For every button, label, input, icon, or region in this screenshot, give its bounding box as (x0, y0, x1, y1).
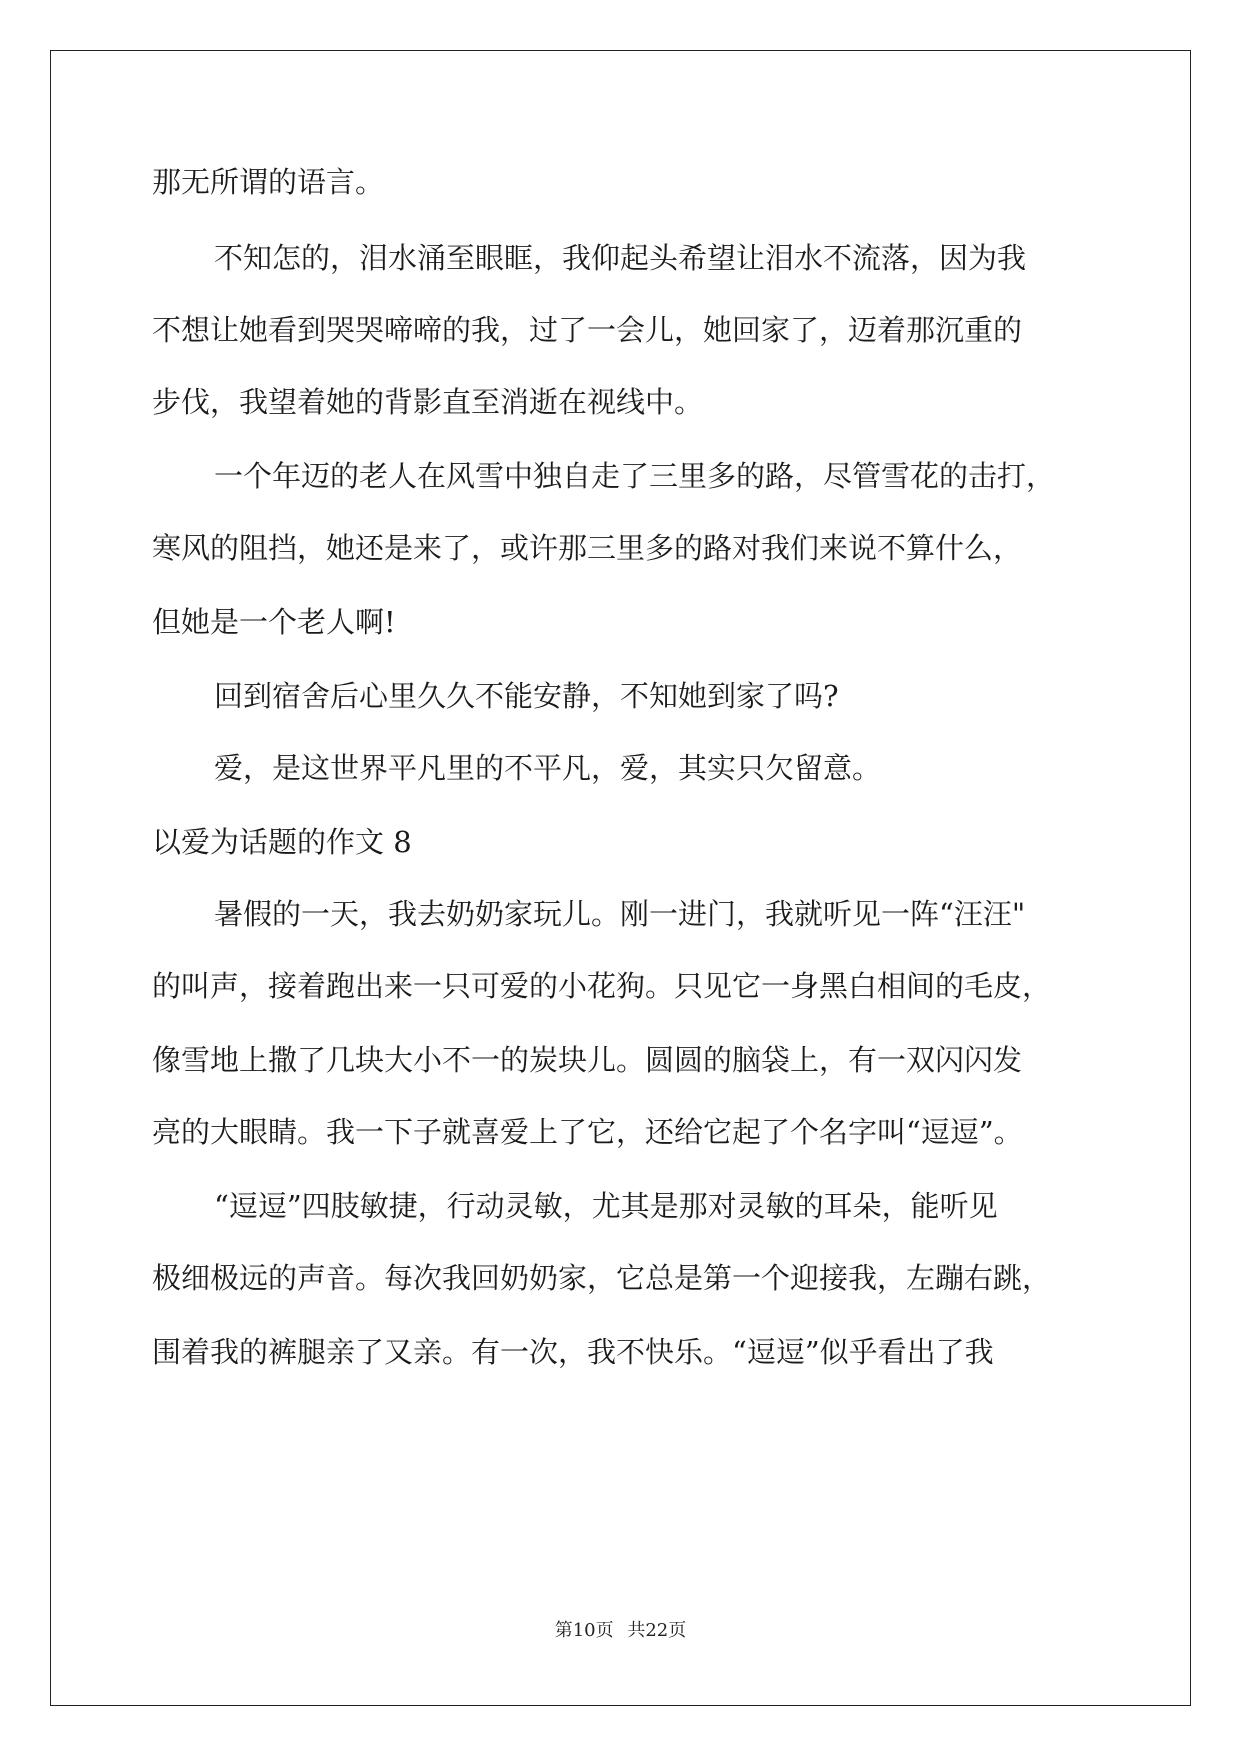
text-line-15: “逗逗”四肢敏捷，行动灵敏，尤其是那对灵敏的耳朵，能听见 (214, 1189, 998, 1223)
text-line-2: 不知怎的，泪水涌至眼眶，我仰起头希望让泪水不流落，因为我 (214, 241, 1027, 275)
text-line-16: 极细极远的声音。每次我回奶奶家，它总是第一个迎接我，左蹦右跳， (152, 1261, 1052, 1295)
text-line-13: 像雪地上撒了几块大小不一的炭块儿。圆圆的脑袋上，有一双闪闪发 (152, 1043, 1023, 1077)
text-line-6: 寒风的阻挡，她还是来了，或许那三里多的路对我们来说不算什么， (152, 531, 1023, 565)
text-line-7: 但她是一个老人啊! (152, 605, 396, 639)
text-line-12: 的叫声，接着跑出来一只可爱的小花狗。只见它一身黑白相间的毛皮， (152, 969, 1052, 1003)
text-line-17: 围着我的裤腿亲了又亲。有一次，我不快乐。“逗逗”似乎看出了我 (152, 1335, 994, 1369)
text-line-8: 回到宿舍后心里久久不能安静，不知她到家了吗? (214, 679, 839, 713)
text-line-4: 步伐，我望着她的背影直至消逝在视线中。 (152, 385, 704, 419)
text-line-9: 爱，是这世界平凡里的不平凡，爱，其实只欠留意。 (214, 751, 882, 785)
text-line-3: 不想让她看到哭哭啼啼的我，过了一会儿，她回家了，迈着那沉重的 (152, 313, 1023, 347)
page-border (50, 50, 1191, 1706)
text-line-1: 那无所谓的语言。 (152, 165, 385, 199)
page-number-footer: 第10页 共22页 (554, 1620, 687, 1641)
section-heading: 以爱为话题的作文 8 (152, 825, 412, 859)
text-line-5: 一个年迈的老人在风雪中独自走了三里多的路，尽管雪花的击打， (214, 459, 1056, 493)
text-line-11: 暑假的一天，我去奶奶家玩儿。刚一进门，我就听见一阵“汪汪" (214, 897, 1026, 931)
text-line-14: 亮的大眼睛。我一下子就喜爱上了它，还给它起了个名字叫“逗逗”。 (152, 1115, 1023, 1149)
